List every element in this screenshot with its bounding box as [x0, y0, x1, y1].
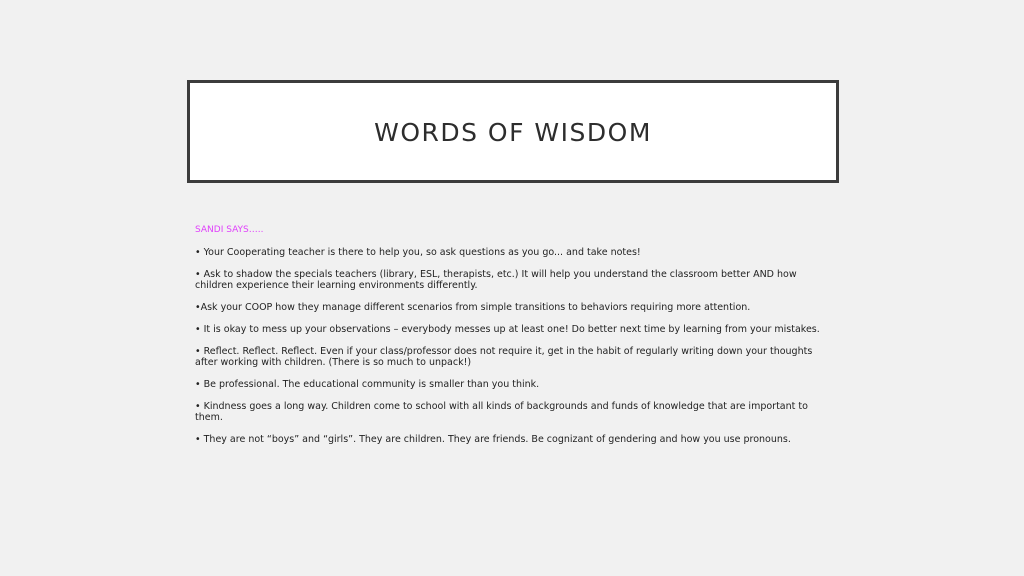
bullet-item: • Reflect. Reflect. Reflect. Even if your class/professor does not require it, get in the habit of regularly writing down your thoughts after working with children. (There is so much to unpack!)	[195, 346, 813, 368]
bullet-item: • Your Cooperating teacher is there to help you, so ask questions as you go... and take notes!	[195, 247, 641, 258]
bullet-item: • Ask to shadow the specials teachers (library, ESL, therapists, etc.) It will help you understand the classroom better AND how children experience their learning environments differently.	[195, 269, 797, 291]
title-box	[187, 80, 839, 183]
bullet-item: •Ask your COOP how they manage different scenarios from simple transitions to behaviors requiring more attention.	[195, 302, 751, 313]
bullet-item: • Be professional. The educational community is smaller than you think.	[195, 379, 540, 390]
slide-title: WORDS OF WISDOM	[374, 118, 652, 147]
slide-content	[195, 224, 825, 456]
bullet-item: • Kindness goes a long way. Children come to school with all kinds of backgrounds and funds of knowledge that are important to them.	[195, 401, 808, 423]
bullet-item: • It is okay to mess up your observations – everybody messes up at least one! Do better next time by learning from your mistakes.	[195, 324, 820, 335]
section-heading: SANDI SAYS…..	[195, 225, 264, 235]
bullet-item: • They are not “boys” and “girls”. They are children. They are friends. Be cognizant of gendering and how you use pronouns.	[195, 434, 791, 445]
